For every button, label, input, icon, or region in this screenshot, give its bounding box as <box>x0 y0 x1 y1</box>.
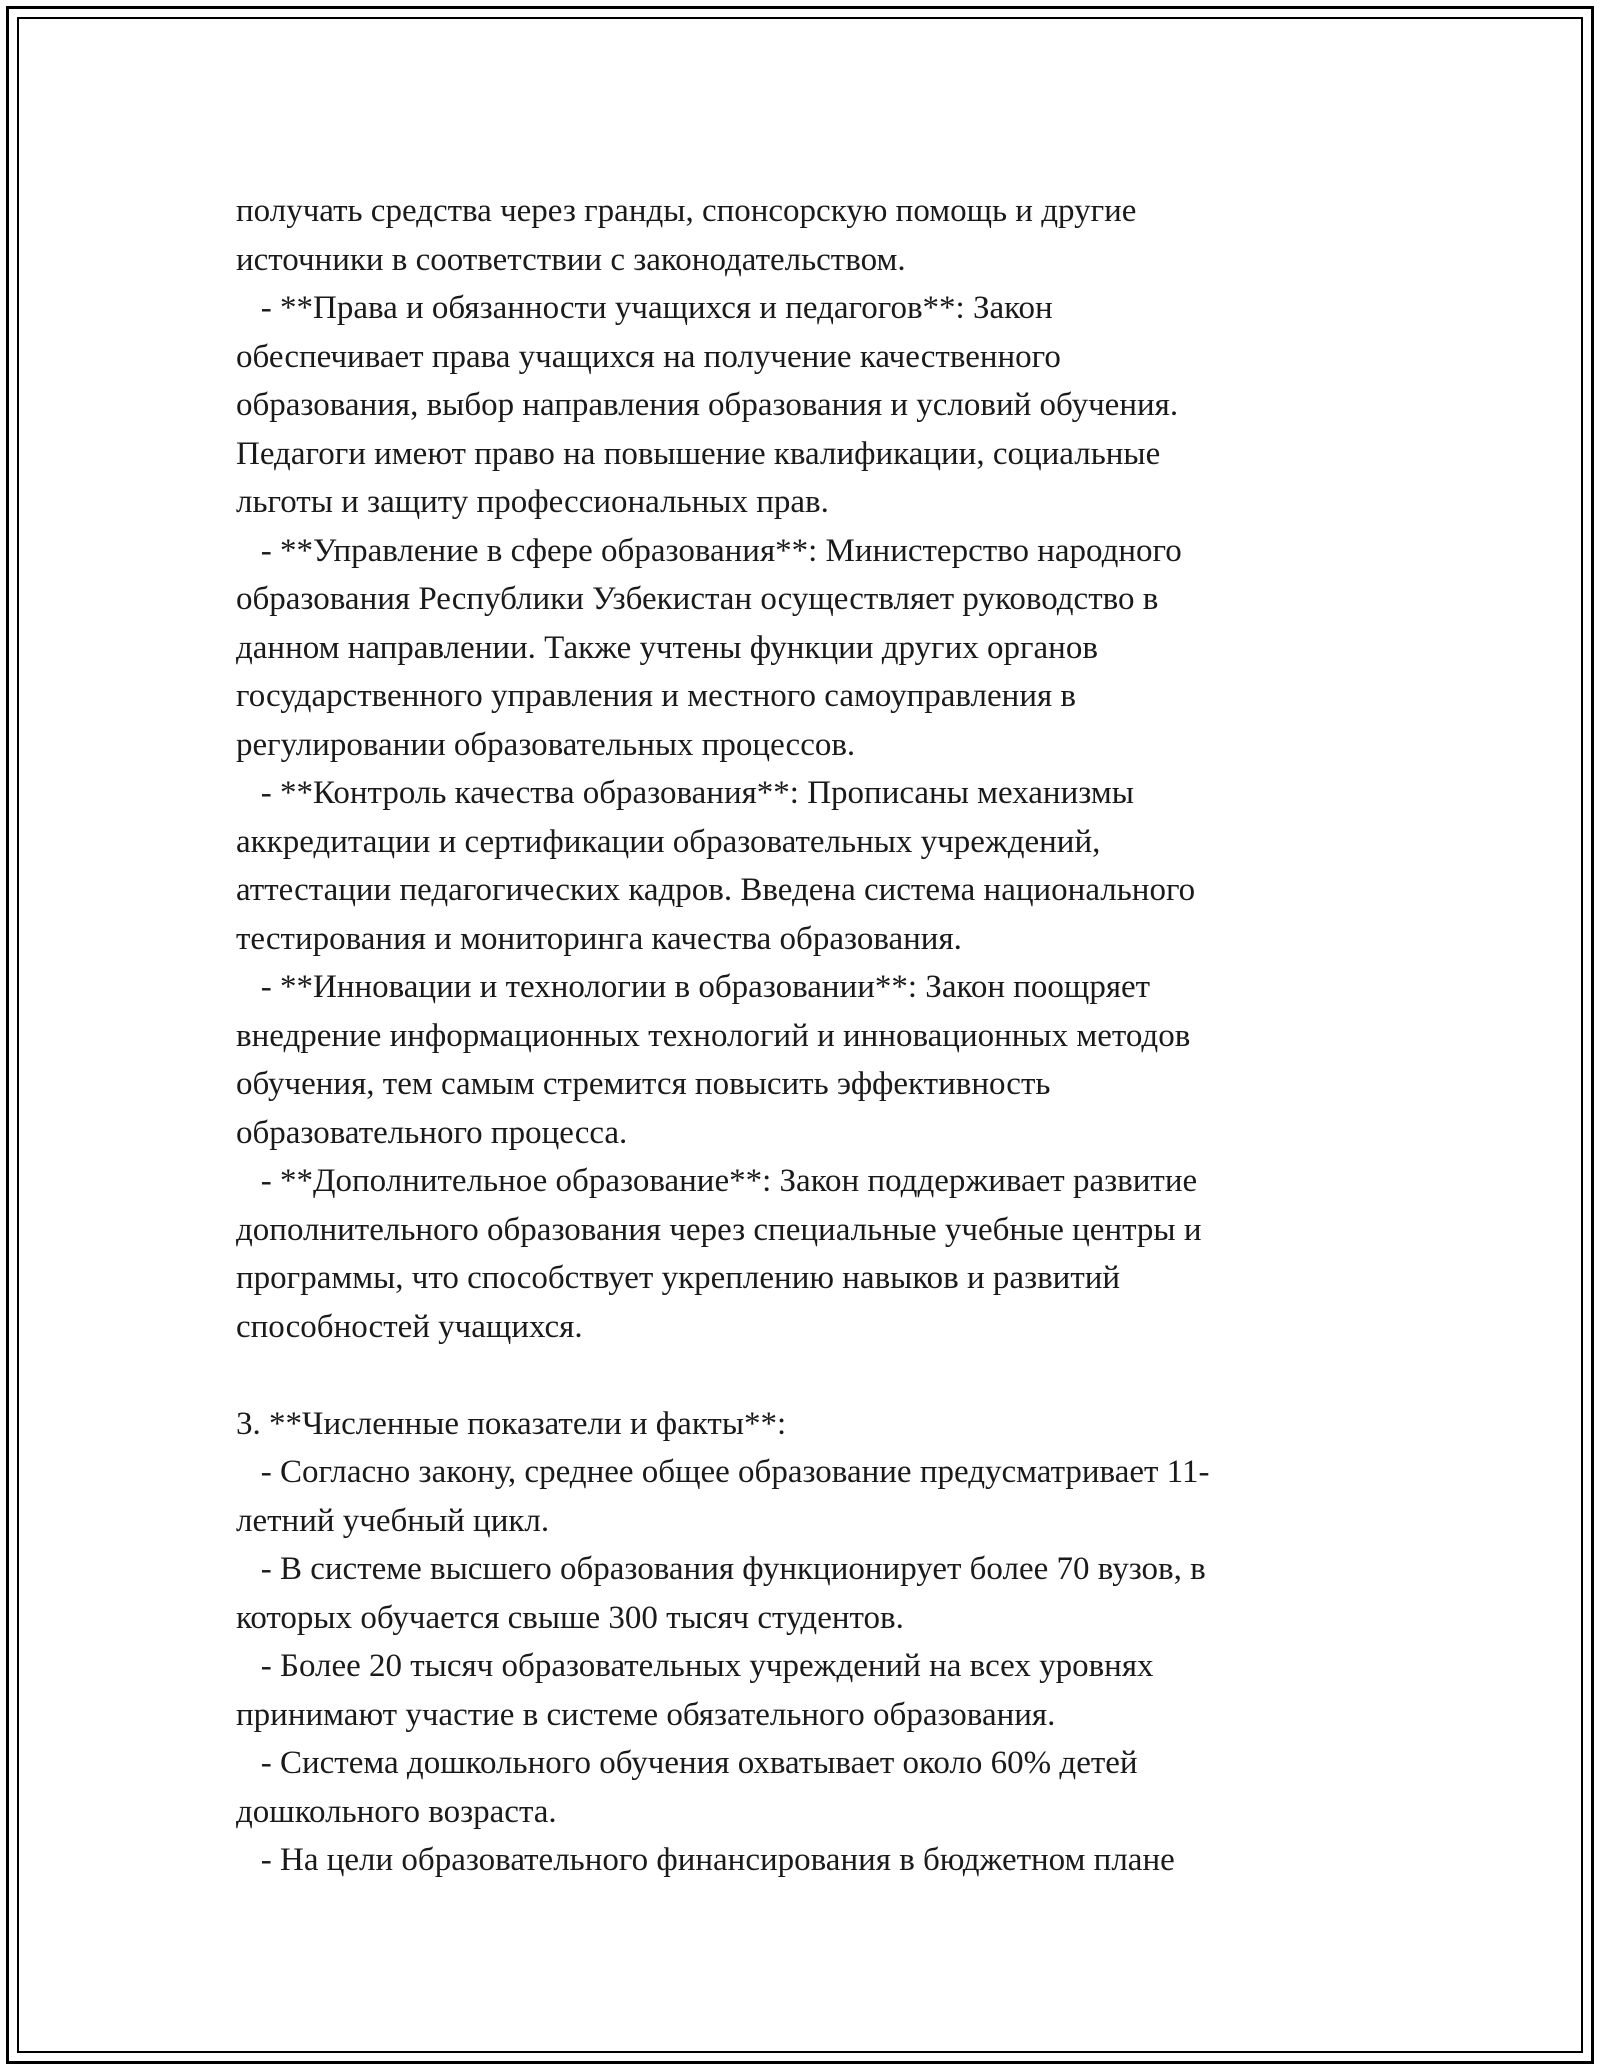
text-line: тестирования и мониторинга качества образования. <box>236 920 962 957</box>
text-line: обучения, тем самым стремится повысить эффективность <box>236 1066 1051 1102</box>
text-line: аккредитации и сертификации образовательных учреждений, <box>236 823 1101 860</box>
text-line: данном направлении. Также учтены функции других органов <box>236 629 1098 666</box>
blank-line <box>236 1351 1386 1400</box>
text-line: аттестации педагогических кадров. Введена система национального <box>236 872 1196 908</box>
text-line: образовательного процесса. <box>236 1114 628 1151</box>
list-item-line: - Более 20 тысяч образовательных учреждений на всех уровнях <box>236 1648 1154 1684</box>
text-line: обеспечивает права учащихся на получение качественного <box>236 338 1061 375</box>
text-line: способностей учащихся. <box>236 1308 583 1345</box>
list-item-line: - **Инновации и технологии в образовании**: Закон поощряет <box>236 969 1151 1005</box>
text-line: дошкольного возраста. <box>236 1793 557 1830</box>
text-line: государственного управления и местного самоуправления в <box>236 678 1076 714</box>
list-item-line: - **Управление в сфере образования**: Министерство народного <box>236 532 1182 569</box>
section-heading: 3. **Численные показатели и факты**: <box>236 1405 787 1442</box>
list-item-line: - На цели образовательного финансирования в бюджетном плане <box>236 1842 1175 1878</box>
text-line: внедрение информационных технологий и инновационных методов <box>236 1017 1191 1054</box>
text-line: источники в соответствии с законодательством. <box>236 241 906 278</box>
text-line: льготы и защиту профессиональных прав. <box>236 484 829 520</box>
list-item-line: - **Дополнительное образование**: Закон поддерживает развитие <box>236 1163 1198 1199</box>
list-item-line: - В системе высшего образования функционирует более 70 вузов, в <box>236 1551 1206 1587</box>
text-line: регулировании образовательных процессов. <box>236 726 856 763</box>
text-line: получать средства через гранды, спонсорскую помощь и другие <box>236 193 1137 229</box>
text-line: программы, что способствует укреплению навыков и развитий <box>236 1260 1121 1296</box>
list-item-line: - **Права и обязанности учащихся и педагогов**: Закон <box>236 290 1053 326</box>
text-line: которых обучается свыше 300 тысяч студентов. <box>236 1599 904 1636</box>
text-line: Педагоги имеют право на повышение квалификации, социальные <box>236 435 1161 472</box>
text-line: образования, выбор направления образования и условий обучения. <box>236 387 1179 423</box>
text-line: принимают участие в системе обязательного образования. <box>236 1696 1056 1733</box>
list-item-line: - Согласно закону, среднее общее образование предусматривает 11- <box>236 1454 1210 1490</box>
text-line: летний учебный цикл. <box>236 1502 550 1539</box>
text-line: дополнительного образования через специальные учебные центры и <box>236 1211 1202 1248</box>
document-body <box>236 187 1386 1885</box>
list-item-line: - **Контроль качества образования**: Прописаны механизмы <box>236 775 1134 811</box>
text-line: образования Республики Узбекистан осуществляет руководство в <box>236 581 1159 617</box>
list-item-line: - Система дошкольного обучения охватывает около 60% детей <box>236 1745 1138 1781</box>
